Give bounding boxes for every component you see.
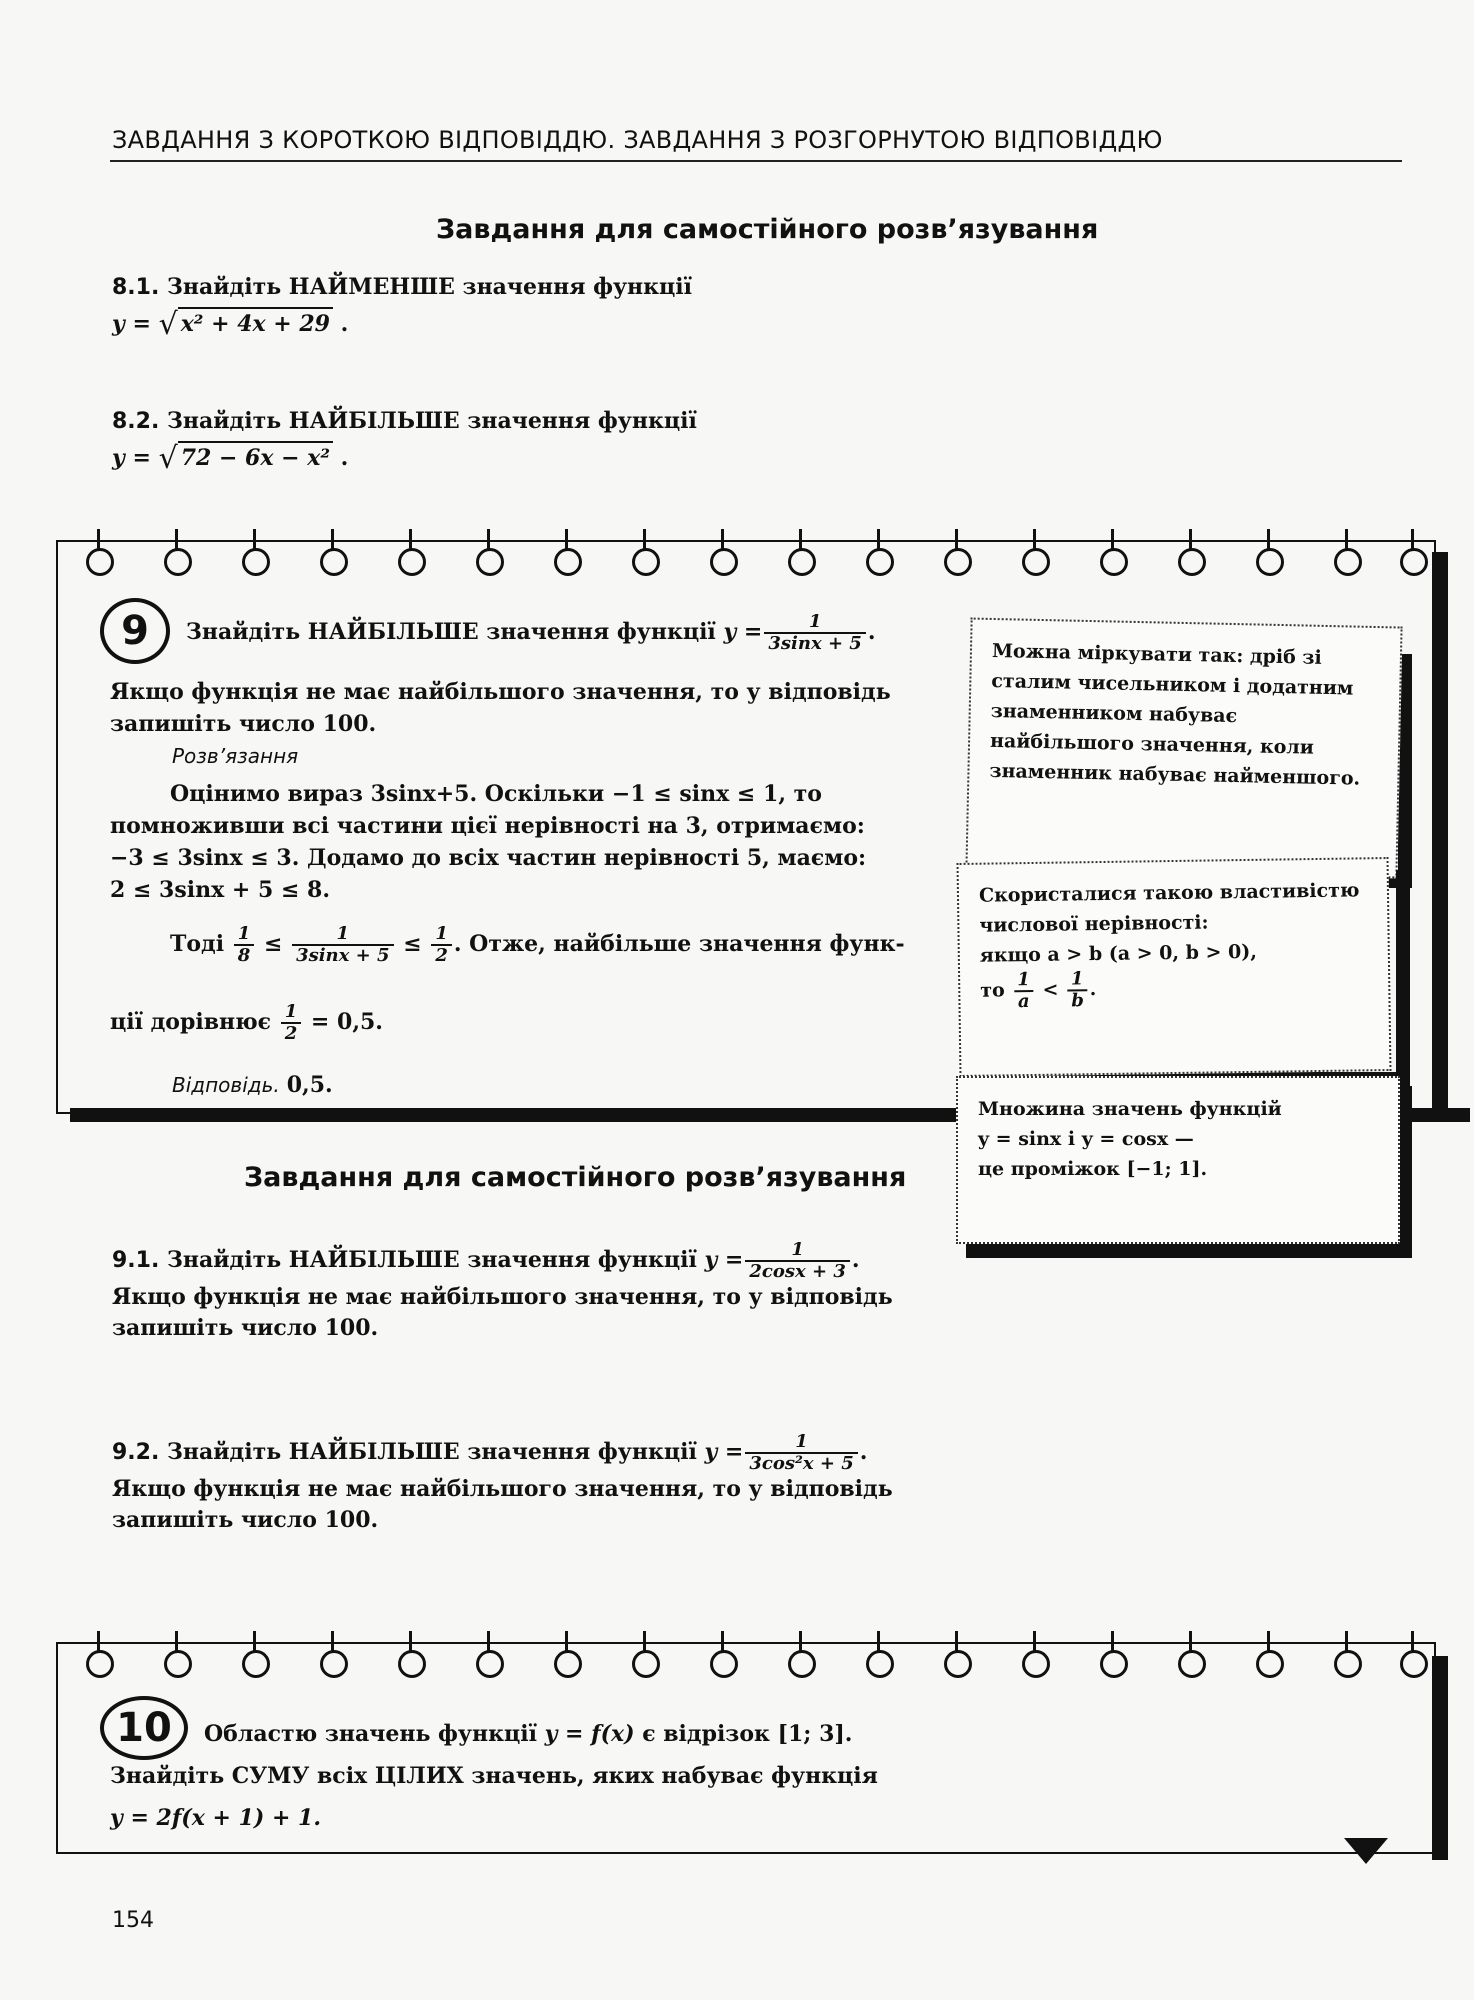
denominator: 2 — [431, 944, 452, 966]
numerator: 1 — [284, 1001, 298, 1022]
formula-end: . — [851, 1247, 860, 1273]
sqrt-icon: √ — [158, 307, 178, 342]
note-1 — [965, 618, 1402, 879]
task-number: 8.1. — [112, 275, 160, 300]
task-9-1 — [112, 1240, 912, 1344]
ring-icon — [398, 1650, 426, 1678]
solution-line: −3 ≤ 3sinx ≤ 3. Додамо до всіх частин нерівності 5, маємо: — [110, 845, 867, 871]
fraction — [764, 612, 865, 654]
task-number: 9.2. — [112, 1440, 160, 1465]
task-instruction: Якщо функція не має найбільшого значення, то у відповідь запишіть число 100. — [112, 1476, 893, 1533]
task-9-2 — [112, 1432, 912, 1536]
fraction — [281, 1002, 302, 1044]
ring-icon — [788, 548, 816, 576]
problem-9-badge: 9 — [100, 598, 170, 664]
ring-icon — [1022, 1650, 1050, 1678]
formula-end: . — [859, 1439, 868, 1465]
problem-10-line-2: Знайдіть СУМУ всіх ЦІЛИХ значень, яких набуває функція — [110, 1763, 878, 1789]
text-prefix: Тоді — [170, 931, 225, 957]
ring-icon — [1334, 548, 1362, 576]
note-3-line-3: це проміжок [−1; 1]. — [978, 1158, 1208, 1180]
numerator: 1 — [336, 923, 350, 944]
radicand: 72 − 6x − x² — [178, 441, 333, 474]
statement-end: . — [867, 619, 876, 645]
ring-icon — [866, 548, 894, 576]
note-2-shadow-side — [1396, 870, 1410, 1086]
denominator: 3cos²x + 5 — [745, 1452, 857, 1474]
problem-10-badge: 10 — [100, 1696, 188, 1760]
lt-sign: < — [1042, 978, 1059, 1001]
page-number: 154 — [112, 1908, 154, 1933]
denominator: 3sinx + 5 — [764, 632, 865, 654]
ring-icon — [710, 548, 738, 576]
task-text: Знайдіть НАЙБІЛЬШЕ значення функції — [167, 1247, 697, 1273]
ring-icon — [866, 1650, 894, 1678]
note-3-shadow-side — [1398, 1086, 1412, 1256]
ring-icon — [1256, 548, 1284, 576]
ring-icon — [320, 1650, 348, 1678]
ring-icon — [554, 1650, 582, 1678]
ring-icon — [1022, 548, 1050, 576]
le-sign: ≤ — [403, 931, 422, 957]
fraction — [234, 924, 255, 966]
solution-line-6 — [110, 1002, 870, 1044]
ring-icon — [164, 548, 192, 576]
answer — [172, 1072, 333, 1098]
fraction — [431, 924, 452, 966]
fraction — [292, 924, 393, 966]
note-1-text: Можна міркувати так: дріб зі сталим чисельником і додатним знаменником набуває найбільшого значення, коли знаменник набуває найменшого. — [989, 639, 1361, 790]
denominator: 2cosx + 3 — [745, 1260, 850, 1282]
denominator: 8 — [234, 944, 255, 966]
note-2 — [957, 857, 1392, 1077]
numerator: 1 — [435, 923, 448, 944]
denominator: 2 — [281, 1022, 302, 1044]
formula: y = f(x) — [544, 1721, 635, 1747]
numerator: 1 — [237, 923, 251, 944]
ring-icon — [242, 1650, 270, 1678]
solution-label: Розв’язання — [172, 744, 299, 768]
ring-icon — [476, 548, 504, 576]
task-number: 8.2. — [112, 409, 160, 434]
task-number: 9.1. — [112, 1248, 160, 1273]
solution-line-5 — [170, 924, 930, 966]
ring-icon — [476, 1650, 504, 1678]
ring-icon — [1100, 1650, 1128, 1678]
ring-icon — [398, 548, 426, 576]
triangle-down-icon — [1344, 1838, 1388, 1864]
ring-icon — [1178, 1650, 1206, 1678]
fraction — [1067, 969, 1088, 1011]
answer-value: 0,5. — [286, 1072, 333, 1098]
text-suffix: = 0,5. — [310, 1009, 383, 1035]
ring-icon — [1256, 1650, 1284, 1678]
ring-icon — [86, 548, 114, 576]
formula-lhs: y = — [704, 1247, 744, 1273]
note-3-shadow — [966, 1242, 1412, 1258]
ring-icon — [86, 1650, 114, 1678]
numerator: 1 — [791, 1239, 804, 1260]
formula-lhs: y = — [112, 311, 151, 337]
ring-icon — [944, 1650, 972, 1678]
problem-9-instruction: Якщо функція не має найбільшого значення, то у відповідь запишіть число 100. — [110, 679, 891, 737]
ring-icon — [1400, 548, 1428, 576]
note-3-line-1: Множина значень функцій — [978, 1098, 1282, 1120]
denominator: 3sinx + 5 — [292, 944, 393, 966]
note-2-end: . — [1089, 978, 1097, 1001]
radicand: x² + 4x + 29 — [178, 307, 333, 340]
ring-icon — [1334, 1650, 1362, 1678]
ring-icon — [164, 1650, 192, 1678]
fraction — [1013, 970, 1034, 1012]
solution-line: Оцінимо вираз 3sinx+5. Оскільки −1 ≤ sinx ≤ 1, то — [170, 781, 822, 807]
ring-icon — [632, 548, 660, 576]
interval: [1; 3]. — [777, 1721, 853, 1747]
task-text: Знайдіть НАЙБІЛЬШЕ значення функції — [167, 408, 697, 434]
numerator: 1 — [1070, 968, 1084, 990]
formula-lhs: y = — [704, 1439, 744, 1465]
le-sign: ≤ — [263, 931, 283, 957]
task-8-2 — [112, 406, 912, 474]
ring-icon — [1400, 1650, 1428, 1678]
ring-icon — [710, 1650, 738, 1678]
header-rule — [110, 160, 1402, 162]
note-2-to: то — [980, 979, 1005, 1002]
problem-10-line-3: y = 2f(x + 1) + 1. — [110, 1805, 322, 1831]
note-2-line-1: Скористалися такою властивістю числової нерівності: — [978, 879, 1360, 937]
task-instruction: Якщо функція не має найбільшого значення, то у відповідь запишіть число 100. — [112, 1284, 893, 1341]
numerator: 1 — [808, 611, 822, 632]
text-prefix: ції дорівнює — [110, 1009, 272, 1035]
formula-end: . — [340, 311, 349, 337]
note-2-line-3 — [980, 965, 1369, 1012]
ring-icon — [632, 1650, 660, 1678]
formula-lhs: y = — [112, 445, 151, 471]
solution-line: 2 ≤ 3sinx + 5 ≤ 8. — [110, 877, 330, 903]
denominator: b — [1067, 989, 1088, 1011]
running-head: ЗАВДАННЯ З КОРОТКОЮ ВІДПОВІДДЮ. ЗАВДАННЯ З РОЗГОРНУТОЮ ВІДПОВІДДЮ — [112, 126, 1163, 154]
answer-label: Відповідь. — [172, 1073, 280, 1097]
problem-9-statement — [186, 612, 926, 654]
ring-icon — [320, 548, 348, 576]
task-8-1 — [112, 272, 912, 340]
text: є відрізок — [642, 1721, 770, 1747]
ring-icon — [788, 1650, 816, 1678]
text-suffix: . Отже, найбільше значення функ- — [453, 931, 905, 957]
task-text: Знайдіть НАЙБІЛЬШЕ значення функції — [167, 1439, 697, 1465]
note-2-line-2: якщо a > b (a > 0, b > 0), — [979, 940, 1258, 967]
ring-icon — [242, 548, 270, 576]
ring-icon — [554, 548, 582, 576]
fraction — [745, 1432, 857, 1474]
section-title-1: Завдання для самостійного розв’язування — [436, 214, 1099, 245]
numerator: 1 — [795, 1431, 808, 1452]
section-title-2: Завдання для самостійного розв’язування — [244, 1162, 907, 1193]
fraction — [745, 1240, 850, 1282]
solution-body — [110, 778, 910, 906]
denominator: a — [1014, 990, 1034, 1012]
ring-icon — [1178, 548, 1206, 576]
task-text: Знайдіть НАЙМЕНШЕ значення функції — [167, 274, 693, 300]
ring-icon — [1100, 548, 1128, 576]
sqrt-icon: √ — [158, 441, 178, 476]
note-3 — [956, 1076, 1400, 1244]
note-3-line-2: y = sinx і y = cosx — — [978, 1128, 1194, 1150]
formula-end: . — [340, 445, 349, 471]
solution-line: помноживши всі частини цієї нерівності на 3, отримаємо: — [110, 813, 865, 839]
numerator: 1 — [1017, 969, 1030, 991]
text: Областю значень функції — [204, 1721, 537, 1747]
ring-icon — [944, 548, 972, 576]
problem-10-line-1 — [204, 1718, 924, 1750]
statement-text: Знайдіть НАЙБІЛЬШЕ значення функції — [186, 619, 716, 645]
formula-lhs: y = — [723, 619, 763, 645]
